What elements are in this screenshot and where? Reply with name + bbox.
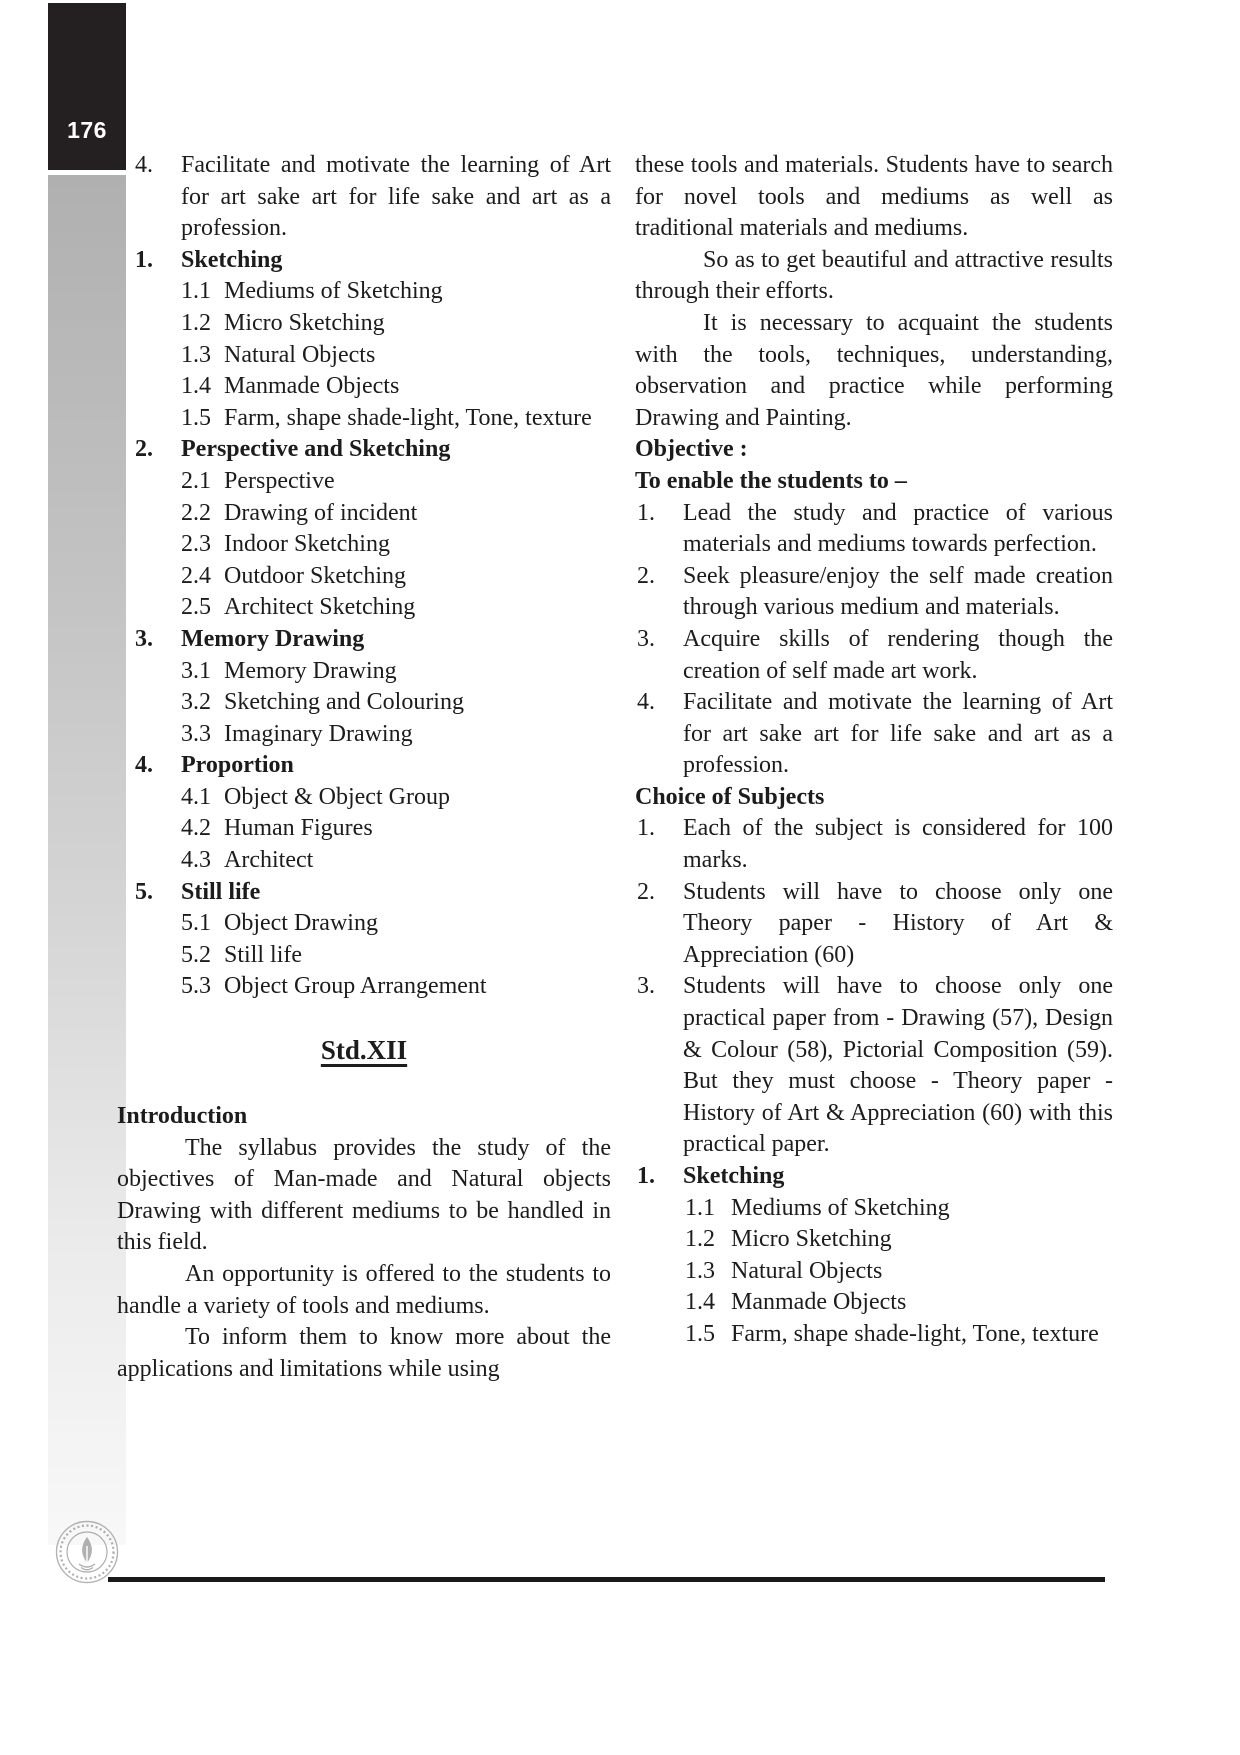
sub-item [635,1319,1113,1351]
sub-item [117,403,611,435]
item-text: Lead the study and practice of various materials and mediums towards perfection. [683,499,1113,558]
item-text: Seek pleasure/enjoy the self made creation through various medium and materials. [683,562,1113,621]
item-number: 5.1 [181,910,211,937]
page-number: 176 [67,117,107,143]
item-number: 3. [135,625,153,652]
paragraph: It is necessary to acquaint the students with the tools, techniques, understanding, observation and practice while performing Drawing and Painting. [635,309,1113,431]
item-text: Farm, shape shade-light, Tone, texture [731,1320,1099,1347]
item-text: Facilitate and motivate the learning of Art for art sake art for life sake and art as a profession. [181,152,611,242]
sub-item [117,529,611,561]
sub-item [117,908,611,940]
item-text: Still life [224,941,302,968]
item-text: Perspective [224,467,335,494]
bottom-rule [108,1577,1105,1582]
numbered-item [117,750,611,782]
numbered-item [635,877,1113,972]
item-number: 1. [637,499,655,526]
item-number: 5.3 [181,973,211,1000]
item-number: 1.5 [181,404,211,431]
sub-item [117,971,611,1003]
item-text: Mediums of Sketching [731,1194,950,1221]
item-number: 3. [637,973,655,1000]
item-number: 3. [637,625,655,652]
sub-item [117,308,611,340]
item-number: 2.5 [181,594,211,621]
item-number: 4. [135,752,153,779]
sub-item [117,592,611,624]
item-text: Manmade Objects [224,373,400,400]
numbered-item [635,813,1113,876]
sub-item [635,1193,1113,1225]
numbered-item [635,498,1113,561]
item-text: Imaginary Drawing [224,720,413,747]
item-text: Sketching and Colouring [224,689,464,716]
sub-item [117,371,611,403]
sub-item [117,340,611,372]
numbered-item [117,150,611,245]
item-text: Farm, shape shade-light, Tone, texture [224,404,592,431]
item-text: Students will have to choose only one Theory paper - History of Art & Appreciation (60) [683,878,1113,968]
item-text: Memory Drawing [181,625,365,652]
item-number: 1.4 [181,373,211,400]
left-column [117,150,611,1385]
item-text: Outdoor Sketching [224,562,406,589]
numbered-item [635,624,1113,687]
sub-item [117,656,611,688]
item-number: 1. [637,815,655,842]
numbered-item [117,434,611,466]
sub-item [117,845,611,877]
left-gradient-bar [48,175,126,1545]
item-text: Drawing of incident [224,499,418,526]
item-number: 5. [135,878,153,905]
item-text: Each of the subject is considered for 100 marks. [683,815,1113,874]
item-number: 1.1 [685,1194,715,1221]
grade-heading [117,1033,611,1067]
sub-item [117,687,611,719]
item-text: Perspective and Sketching [181,436,451,463]
item-number: 2.3 [181,531,211,558]
sub-item [117,813,611,845]
item-text: Acquire skills of rendering though the creation of self made art work. [683,625,1113,684]
item-number: 1.5 [685,1320,715,1347]
item-number: 2.1 [181,467,211,494]
item-text: Still life [181,878,261,905]
item-text: Memory Drawing [224,657,397,684]
paragraph: To inform them to know more about the applications and limitations while using [117,1324,611,1382]
right-column [635,150,1113,1351]
item-number: 4. [637,689,655,716]
item-text: Natural Objects [731,1257,883,1284]
sub-item [117,466,611,498]
item-number: 1. [637,1163,655,1189]
item-number: 1.3 [685,1257,715,1284]
item-number: 4.3 [181,847,211,874]
item-text: Natural Objects [224,341,376,368]
section-heading: To enable the students to – [635,467,907,494]
item-text: Students will have to choose only one practical paper from - Drawing (57), Design & Colour (58), Pictorial Composition (59). But they must choose - Theory paper - History of Art & Appreciation (60) with this practical paper. [683,973,1113,1158]
numbered-item [117,245,611,277]
item-number: 2. [637,878,655,905]
item-number: 1.3 [181,341,211,368]
item-number: 1.2 [685,1226,715,1253]
item-number: 3.2 [181,689,211,716]
item-text: Sketching [683,1163,785,1189]
item-number: 2. [637,562,655,589]
numbered-item [635,687,1113,782]
item-text: Object & Object Group [224,783,450,810]
item-text: Manmade Objects [731,1289,907,1316]
section-heading: Introduction [117,1103,248,1130]
item-text: Sketching [181,246,283,273]
paragraph: So as to get beautiful and attractive results through their efforts. [635,246,1113,305]
item-text: Facilitate and motivate the learning of Art for art sake art for life sake and art as a profession. [683,689,1113,779]
item-number: 4.2 [181,815,211,842]
item-number: 1.1 [181,278,211,305]
item-number: 2.4 [181,562,211,589]
item-text: Micro Sketching [731,1226,892,1253]
item-number: 2. [135,436,153,463]
numbered-item [117,877,611,909]
item-text: Mediums of Sketching [224,278,443,305]
paragraph: An opportunity is offered to the students to handle a variety of tools and mediums. [117,1261,611,1319]
publisher-logo [55,1520,119,1584]
item-number: 1. [135,246,153,273]
item-text: Object Drawing [224,910,378,937]
numbered-item [635,1161,1113,1193]
item-number: 3.1 [181,657,211,684]
paragraph: these tools and materials. Students have to search for novel tools and mediums as well as traditional materials and mediums. [635,152,1113,242]
item-number: 5.2 [181,941,211,968]
sub-item [635,1287,1113,1319]
sub-item [635,1224,1113,1256]
numbered-item [635,561,1113,624]
item-number: 4. [135,152,153,178]
grade-heading-text: Std.XII [320,1035,408,1066]
sub-item [117,782,611,814]
sub-item [117,719,611,751]
item-text: Indoor Sketching [224,531,390,558]
numbered-item [635,971,1113,1161]
item-text: Micro Sketching [224,309,385,336]
publisher-emblem-icon [55,1520,119,1584]
sub-item [117,561,611,593]
paragraph: The syllabus provides the study of the objectives of Man-made and Natural objects Drawing with different mediums to be handled in this field. [117,1134,611,1256]
sub-item [117,276,611,308]
page-number-box [48,3,126,170]
numbered-item [117,624,611,656]
sub-item [117,498,611,530]
item-number: 1.2 [181,309,211,336]
item-text: Proportion [181,752,294,779]
section-heading: Choice of Subjects [635,783,825,810]
item-text: Architect Sketching [224,594,416,621]
item-number: 1.4 [685,1289,715,1316]
item-text: Object Group Arrangement [224,973,487,1000]
item-text: Human Figures [224,815,373,842]
item-number: 2.2 [181,499,211,526]
sub-item [635,1256,1113,1288]
item-number: 4.1 [181,783,211,810]
sub-item [117,940,611,972]
item-number: 3.3 [181,720,211,747]
item-text: Architect [224,847,314,874]
section-heading: Objective : [635,436,748,463]
